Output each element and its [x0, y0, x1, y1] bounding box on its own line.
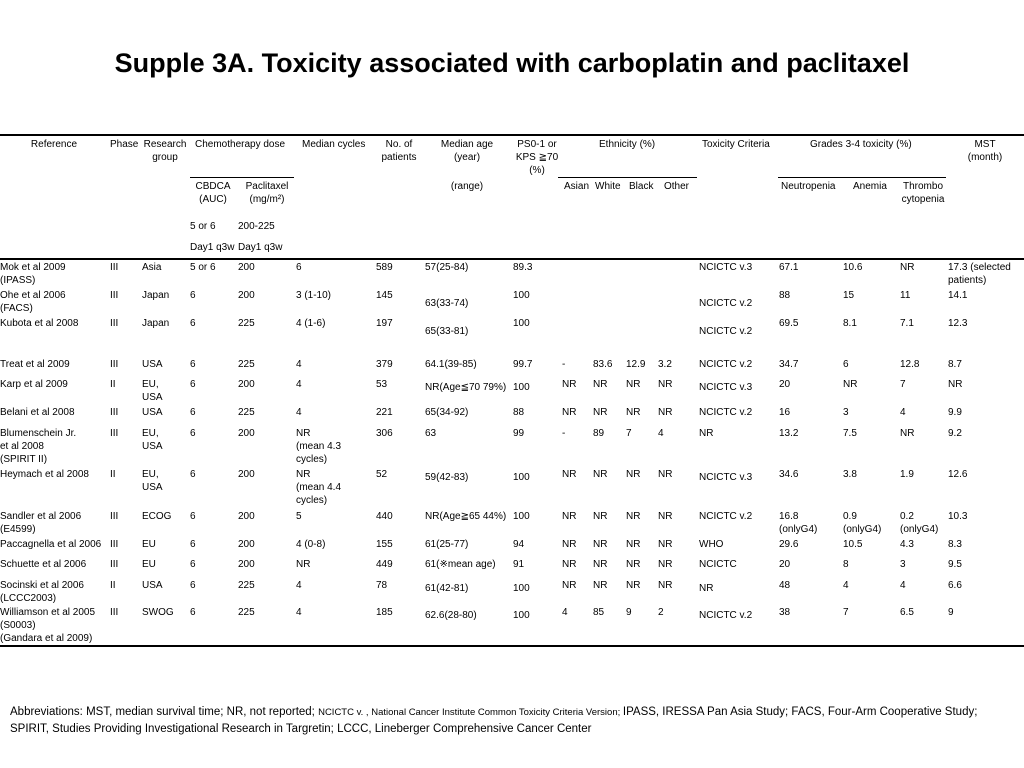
research-group-cell: Japan	[142, 290, 170, 301]
reference-cell: Ohe et al 2006 (FACS)	[0, 290, 66, 314]
toxicity-criteria-cell: NCICTC	[699, 559, 737, 570]
phase-cell: III	[110, 407, 119, 418]
phase-cell: III	[110, 359, 119, 370]
mst-cell: 14.1	[948, 290, 968, 301]
reference-cell: Karp et al 2009	[0, 379, 68, 390]
asian-cell: NR	[562, 559, 577, 570]
white-cell: NR	[593, 379, 608, 390]
cbdca-cell: 6	[190, 428, 196, 439]
thrombocytopenia-cell: 12.8	[900, 359, 920, 370]
cbdca-cell: 6	[190, 511, 196, 522]
neutropenia-cell: 48	[779, 580, 791, 591]
paclitaxel-cell: 200	[238, 511, 255, 522]
patients-cell: 379	[376, 359, 393, 370]
white-cell: NR	[593, 511, 608, 522]
black-cell: NR	[626, 511, 641, 522]
patients-cell: 449	[376, 559, 393, 570]
toxicity-criteria-cell: NCICTC v.2	[699, 359, 753, 370]
median-cycles-cell: 5	[296, 511, 302, 522]
phase-cell: II	[110, 469, 116, 480]
paclitaxel-cell: 200	[238, 290, 255, 301]
phase-cell: II	[110, 379, 116, 390]
white-cell: NR	[593, 580, 608, 591]
header-white: White	[595, 181, 621, 192]
mst-cell: 9	[948, 607, 954, 618]
reference-cell: Heymach et al 2008	[0, 469, 89, 480]
ps-cell: 100	[513, 290, 530, 301]
header-dose-cbdca: 5 or 6	[190, 221, 216, 232]
patients-cell: 145	[376, 290, 393, 301]
median-cycles-cell: 4	[296, 379, 302, 390]
black-cell: 7	[626, 428, 632, 439]
white-cell: NR	[593, 539, 608, 550]
median-age-cell: 61(25-77)	[425, 539, 469, 550]
reference-cell: Kubota et al 2008	[0, 318, 79, 329]
header-phase: Phase	[110, 139, 139, 150]
ps-cell: 100	[513, 382, 530, 393]
neutropenia-cell: 38	[779, 607, 791, 618]
table-bottom-rule	[0, 645, 1024, 647]
median-cycles-cell: NR (mean 4.4 cycles)	[296, 469, 342, 506]
black-cell: NR	[626, 559, 641, 570]
phase-cell: III	[110, 428, 119, 439]
phase-cell: III	[110, 607, 119, 618]
paclitaxel-cell: 200	[238, 428, 255, 439]
white-cell: NR	[593, 469, 608, 480]
other-cell: NR	[658, 511, 673, 522]
neutropenia-cell: 34.7	[779, 359, 799, 370]
header-median-age: Median age (year)	[440, 139, 494, 163]
patients-cell: 53	[376, 379, 388, 390]
thrombocytopenia-cell: 3	[900, 559, 906, 570]
paclitaxel-cell: 225	[238, 407, 255, 418]
reference-cell: Socinski et al 2006 (LCCC2003)	[0, 580, 84, 604]
median-age-cell: 64.1(39-85)	[425, 359, 477, 370]
research-group-cell: USA	[142, 407, 163, 418]
research-group-cell: SWOG	[142, 607, 174, 618]
median-age-cell: NR(Age≧65 44%)	[425, 511, 507, 522]
asian-cell: NR	[562, 511, 577, 522]
white-cell: NR	[593, 407, 608, 418]
median-cycles-cell: 4 (1-6)	[296, 318, 326, 329]
header-ethnicity: Ethnicity (%)	[599, 139, 656, 150]
cbdca-cell: 6	[190, 607, 196, 618]
paclitaxel-cell: 200	[238, 262, 255, 273]
white-cell: NR	[593, 559, 608, 570]
cbdca-cell: 6	[190, 580, 196, 591]
thrombocytopenia-cell: 4	[900, 407, 906, 418]
asian-cell: NR	[562, 379, 577, 390]
toxicity-criteria-cell: NCICTC v.2	[699, 407, 753, 418]
table-top-rule	[0, 134, 1024, 136]
research-group-cell: USA	[142, 580, 163, 591]
mst-cell: 9.2	[948, 428, 962, 439]
ps-cell: 100	[513, 318, 530, 329]
neutropenia-cell: 88	[779, 290, 791, 301]
anemia-cell: 3	[843, 407, 849, 418]
median-age-cell: 65(33-81)	[425, 326, 469, 337]
cbdca-cell: 6	[190, 290, 196, 301]
asian-cell: -	[562, 359, 566, 370]
median-age-cell: 57(25-84)	[425, 262, 469, 273]
footnote-part-3: IPASS, IRESSA Pan Asia Study; FACS, Four-Arm Cooperative Study; SPIRIT, Studies Providing Investigational Research in Targretin; LCCC, Lineberger Comprehensive Cancer Center	[10, 706, 978, 735]
research-group-cell: EU	[142, 539, 156, 550]
toxicity-criteria-cell: NCICTC v.2	[699, 326, 753, 337]
research-group-cell: EU, USA	[142, 379, 163, 403]
median-cycles-cell: NR (mean 4.3 cycles)	[296, 428, 342, 465]
median-age-cell: 65(34-92)	[425, 407, 469, 418]
header-mst: MST (month)	[967, 139, 1003, 163]
black-cell: NR	[626, 580, 641, 591]
header-thrombocytopenia: Thrombo cytopenia	[901, 181, 945, 205]
reference-cell: Schuette et al 2006	[0, 559, 87, 570]
thrombocytopenia-cell: 1.9	[900, 469, 914, 480]
header-schedule-paclitaxel: Day1 q3w	[238, 242, 283, 253]
footnote	[10, 704, 1014, 737]
ethnicity-subrule	[558, 177, 697, 178]
anemia-cell: 7	[843, 607, 849, 618]
toxicity-criteria-cell: NCICTC v.2	[699, 511, 753, 522]
mst-cell: 9.9	[948, 407, 962, 418]
research-group-cell: EU	[142, 559, 156, 570]
other-cell: 3.2	[658, 359, 672, 370]
header-anemia: Anemia	[853, 181, 887, 192]
other-cell: NR	[658, 580, 673, 591]
toxicity-criteria-cell: WHO	[699, 539, 724, 550]
median-cycles-cell: 4	[296, 607, 302, 618]
thrombocytopenia-cell: 11	[900, 290, 911, 301]
header-no-patients: No. of patients	[381, 139, 417, 163]
ps-cell: 89.3	[513, 262, 533, 273]
other-cell: NR	[658, 469, 673, 480]
paclitaxel-cell: 225	[238, 359, 255, 370]
phase-cell: III	[110, 262, 119, 273]
ps-cell: 100	[513, 511, 530, 522]
neutropenia-cell: 69.5	[779, 318, 799, 329]
paclitaxel-cell: 200	[238, 559, 255, 570]
reference-cell: Treat et al 2009	[0, 359, 70, 370]
median-age-cell: 63(33-74)	[425, 298, 469, 309]
asian-cell: -	[562, 428, 566, 439]
toxicity-criteria-cell: NCICTC v.3	[699, 382, 753, 393]
thrombocytopenia-cell: 7	[900, 379, 906, 390]
cbdca-cell: 6	[190, 469, 196, 480]
toxicity-criteria-cell: NR	[699, 583, 714, 594]
median-cycles-cell: 4 (0-8)	[296, 539, 326, 550]
median-age-cell: 61(※mean age)	[425, 559, 496, 570]
black-cell: 12.9	[626, 359, 646, 370]
paclitaxel-cell: 225	[238, 607, 255, 618]
toxicity-criteria-cell: NR	[699, 428, 714, 439]
asian-cell: NR	[562, 407, 577, 418]
anemia-cell: 3.8	[843, 469, 857, 480]
mst-cell: 12.3	[948, 318, 968, 329]
research-group-cell: ECOG	[142, 511, 172, 522]
median-cycles-cell: 4	[296, 580, 302, 591]
header-paclitaxel: Paclitaxel (mg/m²)	[245, 181, 289, 205]
header-black: Black	[629, 181, 654, 192]
header-bottom-rule	[0, 258, 1024, 260]
cbdca-cell: 6	[190, 379, 196, 390]
median-age-cell: 62.6(28-80)	[425, 610, 477, 621]
header-median-cycles: Median cycles	[302, 139, 366, 150]
other-cell: NR	[658, 559, 673, 570]
phase-cell: III	[110, 511, 119, 522]
black-cell: NR	[626, 469, 641, 480]
toxicity-criteria-cell: NCICTC v.3	[699, 472, 753, 483]
ps-cell: 100	[513, 472, 530, 483]
paclitaxel-cell: 225	[238, 318, 255, 329]
neutropenia-cell: 29.6	[779, 539, 799, 550]
mst-cell: 6.6	[948, 580, 962, 591]
header-chemotherapy-dose: Chemotherapy dose	[195, 139, 286, 150]
mst-cell: NR	[948, 379, 963, 390]
other-cell: 4	[658, 428, 664, 439]
reference-cell: Paccagnella et al 2006	[0, 539, 102, 550]
anemia-cell: 10.5	[843, 539, 863, 550]
phase-cell: III	[110, 559, 119, 570]
black-cell: NR	[626, 379, 641, 390]
phase-cell: II	[110, 580, 116, 591]
anemia-cell: 0.9 (onlyG4)	[843, 511, 882, 535]
median-cycles-cell: 6	[296, 262, 302, 273]
research-group-cell: EU, USA	[142, 428, 163, 452]
header-neutropenia: Neutropenia	[781, 181, 836, 192]
cbdca-cell: 6	[190, 539, 196, 550]
cbdca-cell: 6	[190, 559, 196, 570]
median-cycles-cell: 4	[296, 359, 302, 370]
black-cell: NR	[626, 539, 641, 550]
patients-cell: 52	[376, 469, 388, 480]
thrombocytopenia-cell: NR	[900, 428, 915, 439]
median-age-cell: NR(Age≦70 79%)	[425, 382, 507, 393]
research-group-cell: Japan	[142, 318, 170, 329]
ps-cell: 91	[513, 559, 525, 570]
anemia-cell: 7.5	[843, 428, 857, 439]
anemia-cell: 6	[843, 359, 849, 370]
footnote-part-2: NCICTC v. , National Cancer Institute Common Toxicity Criteria Version;	[318, 707, 623, 718]
neutropenia-cell: 16	[779, 407, 791, 418]
mst-cell: 8.3	[948, 539, 962, 550]
paclitaxel-cell: 200	[238, 379, 255, 390]
patients-cell: 440	[376, 511, 393, 522]
black-cell: 9	[626, 607, 632, 618]
median-cycles-cell: 3 (1-10)	[296, 290, 332, 301]
header-dose-paclitaxel: 200-225	[238, 221, 275, 232]
chemo-subrule	[190, 177, 294, 178]
other-cell: NR	[658, 379, 673, 390]
toxicity-criteria-cell: NCICTC v.3	[699, 262, 753, 273]
header-toxicity-criteria: Toxicity Criteria	[702, 139, 770, 150]
reference-cell: Sandler et al 2006 (E4599)	[0, 511, 82, 535]
footnote-part-1: Abbreviations: MST, median survival time; NR, not reported;	[10, 706, 319, 718]
research-group-cell: Asia	[142, 262, 162, 273]
median-cycles-cell: NR	[296, 559, 311, 570]
white-cell: 83.6	[593, 359, 613, 370]
cbdca-cell: 5 or 6	[190, 262, 216, 273]
reference-cell: Blumenschein Jr. et al 2008 (SPIRIT II)	[0, 428, 77, 465]
grades-subrule	[778, 177, 946, 178]
neutropenia-cell: 20	[779, 379, 791, 390]
paclitaxel-cell: 225	[238, 580, 255, 591]
other-cell: 2	[658, 607, 664, 618]
header-asian: Asian	[564, 181, 590, 192]
anemia-cell: 15	[843, 290, 855, 301]
paclitaxel-cell: 200	[238, 539, 255, 550]
cbdca-cell: 6	[190, 359, 196, 370]
header-other: Other	[664, 181, 690, 192]
anemia-cell: 10.6	[843, 262, 863, 273]
patients-cell: 197	[376, 318, 393, 329]
ps-cell: 99	[513, 428, 525, 439]
phase-cell: III	[110, 318, 119, 329]
neutropenia-cell: 20	[779, 559, 791, 570]
patients-cell: 78	[376, 580, 388, 591]
reference-cell: Belani et al 2008	[0, 407, 75, 418]
neutropenia-cell: 67.1	[779, 262, 799, 273]
median-age-cell: 63	[425, 428, 437, 439]
white-cell: 85	[593, 607, 605, 618]
cbdca-cell: 6	[190, 318, 196, 329]
header-schedule-cbdca: Day1 q3w	[190, 242, 235, 253]
thrombocytopenia-cell: 6.5	[900, 607, 914, 618]
patients-cell: 155	[376, 539, 393, 550]
ps-cell: 94	[513, 539, 525, 550]
thrombocytopenia-cell: 0.2 (onlyG4)	[900, 511, 939, 535]
reference-cell: Williamson et al 2005 (S0003) (Gandara et al 2009)	[0, 607, 96, 644]
header-reference: Reference	[30, 139, 78, 150]
paclitaxel-cell: 200	[238, 469, 255, 480]
other-cell: NR	[658, 539, 673, 550]
mst-cell: 9.5	[948, 559, 962, 570]
mst-cell: 12.6	[948, 469, 968, 480]
black-cell: NR	[626, 407, 641, 418]
ps-cell: 100	[513, 610, 530, 621]
ps-cell: 99.7	[513, 359, 533, 370]
neutropenia-cell: 34.6	[779, 469, 799, 480]
patients-cell: 221	[376, 407, 393, 418]
asian-cell: NR	[562, 580, 577, 591]
median-cycles-cell: 4	[296, 407, 302, 418]
anemia-cell: 4	[843, 580, 849, 591]
patients-cell: 185	[376, 607, 393, 618]
header-range: (range)	[450, 181, 484, 192]
anemia-cell: 8.1	[843, 318, 857, 329]
research-group-cell: EU, USA	[142, 469, 163, 493]
thrombocytopenia-cell: 7.1	[900, 318, 914, 329]
patients-cell: 306	[376, 428, 393, 439]
median-age-cell: 59(42-83)	[425, 472, 469, 483]
research-group-cell: USA	[142, 359, 163, 370]
cbdca-cell: 6	[190, 407, 196, 418]
phase-cell: III	[110, 539, 119, 550]
toxicity-criteria-cell: NCICTC v.2	[699, 610, 753, 621]
reference-cell: Mok et al 2009 (IPASS)	[0, 262, 66, 286]
neutropenia-cell: 16.8 (onlyG4)	[779, 511, 818, 535]
ps-cell: 88	[513, 407, 525, 418]
asian-cell: 4	[562, 607, 568, 618]
white-cell: 89	[593, 428, 605, 439]
patients-cell: 589	[376, 262, 393, 273]
thrombocytopenia-cell: 4	[900, 580, 906, 591]
anemia-cell: 8	[843, 559, 849, 570]
thrombocytopenia-cell: NR	[900, 262, 915, 273]
header-grades: Grades 3-4 toxicity (%)	[810, 139, 912, 150]
header-cbdca: CBDCA (AUC)	[195, 181, 231, 205]
header-research-group: Research group	[143, 139, 187, 163]
phase-cell: III	[110, 290, 119, 301]
asian-cell: NR	[562, 539, 577, 550]
asian-cell: NR	[562, 469, 577, 480]
thrombocytopenia-cell: 4.3	[900, 539, 914, 550]
toxicity-criteria-cell: NCICTC v.2	[699, 298, 753, 309]
anemia-cell: NR	[843, 379, 858, 390]
ps-cell: 100	[513, 583, 530, 594]
median-age-cell: 61(42-81)	[425, 583, 469, 594]
header-ps: PS0-1 or KPS ≧70 (%)	[515, 139, 559, 176]
neutropenia-cell: 13.2	[779, 428, 799, 439]
other-cell: NR	[658, 407, 673, 418]
mst-cell: 17.3 (selected patients)	[948, 262, 1011, 286]
page-title: Supple 3A. Toxicity associated with carboplatin and paclitaxel	[114, 48, 910, 78]
mst-cell: 10.3	[948, 511, 968, 522]
mst-cell: 8.7	[948, 359, 962, 370]
